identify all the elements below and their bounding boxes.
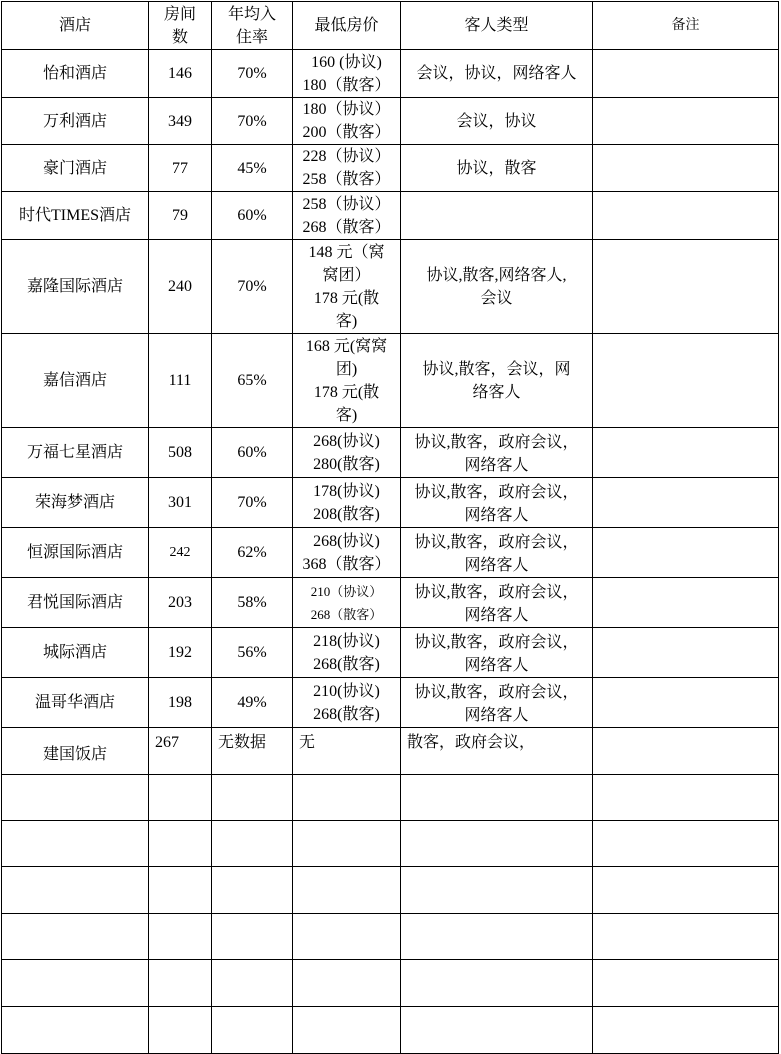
table-row (2, 50, 779, 98)
table-row (2, 628, 779, 678)
empty-cell (149, 867, 212, 914)
table-row (2, 728, 779, 775)
header-occupancy: 年均入 住率 (212, 2, 293, 50)
cell-guests (401, 334, 593, 428)
empty-cell (2, 960, 149, 1007)
cell-occupancy: 62% (212, 528, 293, 578)
cell-guests (401, 728, 593, 775)
empty-cell (149, 914, 212, 960)
empty-cell (593, 821, 779, 867)
price-line: 268(协议) (313, 532, 380, 550)
empty-cell (293, 960, 401, 1007)
guests-line: 网络客人 (464, 457, 529, 474)
cell-rooms: 192 (149, 628, 212, 678)
cell-rooms: 146 (149, 50, 212, 98)
cell-rooms: 111 (149, 334, 212, 428)
header-row (2, 2, 779, 50)
price-line: 148 元（窝 (308, 243, 385, 261)
cell-rooms: 301 (149, 478, 212, 528)
cell-guests (401, 628, 593, 678)
empty-cell (293, 914, 401, 960)
empty-cell (293, 1007, 401, 1054)
price-line: 210（协议） (310, 583, 383, 599)
cell-occupancy: 56% (212, 628, 293, 678)
price-line: 280(散客) (313, 455, 380, 473)
empty-cell (401, 775, 593, 821)
cell-remarks (593, 628, 779, 678)
empty-cell (2, 867, 149, 914)
cell-price (293, 240, 401, 334)
cell-guests (401, 678, 593, 728)
guests-line: 协议，散客 (456, 159, 537, 177)
guests-line: 协议,散客，政府会议， (414, 534, 579, 551)
empty-cell (2, 775, 149, 821)
empty-cell (293, 867, 401, 914)
cell-price (293, 528, 401, 578)
header-guests: 客人类型 (401, 2, 593, 50)
header-price: 最低房价 (293, 2, 401, 50)
table-row (2, 145, 779, 192)
guests-line: 协议,散客，政府会议， (414, 684, 579, 701)
cell-hotel: 豪门酒店 (2, 145, 149, 192)
header-rooms: 房间 数 (149, 2, 212, 50)
cell-hotel: 恒源国际酒店 (2, 528, 149, 578)
price-line: 客) (335, 312, 358, 330)
cell-guests (401, 578, 593, 628)
price-line: 218(协议) (313, 632, 380, 650)
price-line: 168 元(窝窝 (305, 337, 388, 355)
cell-price (293, 98, 401, 145)
guests-line: 协议,散客，政府会议， (414, 484, 579, 501)
cell-remarks (593, 240, 779, 334)
header-remarks: 备注 (593, 2, 779, 50)
cell-remarks (593, 728, 779, 775)
cell-remarks (593, 678, 779, 728)
cell-rooms: 242 (149, 528, 212, 578)
empty-cell (149, 821, 212, 867)
cell-hotel: 温哥华酒店 (2, 678, 149, 728)
empty-cell (212, 1007, 293, 1054)
empty-row (2, 821, 779, 867)
empty-cell (401, 960, 593, 1007)
cell-price (293, 334, 401, 428)
empty-row (2, 867, 779, 914)
guests-line: 网络客人 (464, 657, 529, 674)
cell-occupancy: 70% (212, 240, 293, 334)
empty-cell (2, 914, 149, 960)
table-row (2, 240, 779, 334)
cell-remarks (593, 98, 779, 145)
table-row (2, 192, 779, 240)
cell-guests (401, 528, 593, 578)
cell-hotel: 时代TIMES酒店 (2, 192, 149, 240)
empty-cell (593, 914, 779, 960)
empty-cell (212, 914, 293, 960)
empty-cell (401, 914, 593, 960)
cell-remarks (593, 145, 779, 192)
cell-occupancy: 60% (212, 192, 293, 240)
price-line: 368（散客） (302, 555, 391, 573)
price-line: 258（协议） (302, 195, 391, 213)
guests-line: 协议,散客，政府会议， (414, 634, 579, 651)
price-line: 210(协议) (313, 682, 380, 700)
empty-cell (149, 1007, 212, 1054)
cell-occupancy: 70% (212, 98, 293, 145)
cell-hotel: 建国饭店 (2, 728, 149, 775)
guests-line: 会议，协议，网络客人 (416, 65, 577, 82)
cell-hotel: 城际酒店 (2, 628, 149, 678)
empty-cell (293, 775, 401, 821)
price-line: 268(协议) (313, 432, 380, 450)
empty-row (2, 914, 779, 960)
empty-cell (401, 821, 593, 867)
empty-cell (2, 1007, 149, 1054)
cell-remarks (593, 428, 779, 478)
price-line: 180（散客） (302, 76, 391, 94)
cell-remarks (593, 528, 779, 578)
guests-line: 协议,散客，会议，网 (422, 360, 571, 378)
price-line: 268（散客） (310, 606, 383, 622)
empty-row (2, 775, 779, 821)
cell-guests (401, 98, 593, 145)
table-row (2, 334, 779, 428)
cell-price (293, 145, 401, 192)
cell-price (293, 50, 401, 98)
guests-line: 网络客人 (464, 507, 529, 524)
empty-cell (593, 1007, 779, 1054)
table-row (2, 528, 779, 578)
price-line: 258（散客） (302, 171, 391, 188)
cell-price (293, 678, 401, 728)
empty-cell (212, 960, 293, 1007)
price-line: 团) (335, 360, 358, 378)
price-line: 178(协议) (313, 482, 380, 500)
price-line: 178 元(散 (313, 289, 380, 307)
cell-rooms: 349 (149, 98, 212, 145)
guests-line: 协议,散客,网络客人, (426, 266, 567, 284)
cell-hotel: 荣海梦酒店 (2, 478, 149, 528)
empty-cell (212, 821, 293, 867)
cell-occupancy: 49% (212, 678, 293, 728)
price-line: 160 (协议) (311, 53, 382, 71)
cell-rooms: 79 (149, 192, 212, 240)
price-line: 客) (335, 406, 358, 424)
cell-rooms: 203 (149, 578, 212, 628)
cell-hotel: 万福七星酒店 (2, 428, 149, 478)
cell-price (293, 192, 401, 240)
cell-rooms: 198 (149, 678, 212, 728)
price-line: 268(散客) (313, 655, 380, 673)
empty-row (2, 960, 779, 1007)
cell-rooms: 240 (149, 240, 212, 334)
empty-cell (593, 867, 779, 914)
cell-rooms: 77 (149, 145, 212, 192)
cell-guests (401, 50, 593, 98)
cell-occupancy: 58% (212, 578, 293, 628)
empty-cell (149, 775, 212, 821)
table-row (2, 578, 779, 628)
price-line: 窝团） (322, 266, 371, 284)
cell-rooms: 508 (149, 428, 212, 478)
table-row (2, 478, 779, 528)
empty-cell (212, 867, 293, 914)
empty-cell (401, 867, 593, 914)
price-line: 无 (299, 734, 316, 751)
cell-price (293, 578, 401, 628)
cell-occupancy: 无数据 (212, 728, 293, 775)
empty-cell (2, 821, 149, 867)
cell-price (293, 428, 401, 478)
hotel-table (1, 1, 779, 1054)
empty-row (2, 1007, 779, 1054)
cell-hotel: 君悦国际酒店 (2, 578, 149, 628)
cell-occupancy: 65% (212, 334, 293, 428)
empty-cell (593, 960, 779, 1007)
header-hotel: 酒店 (2, 2, 149, 50)
guests-line: 协议,散客，政府会议， (414, 584, 579, 601)
price-line: 180（协议） (302, 101, 391, 118)
empty-cell (593, 775, 779, 821)
cell-remarks (593, 50, 779, 98)
cell-occupancy: 70% (212, 50, 293, 98)
cell-remarks (593, 578, 779, 628)
empty-cell (212, 775, 293, 821)
empty-cell (401, 1007, 593, 1054)
cell-occupancy: 45% (212, 145, 293, 192)
cell-guests (401, 428, 593, 478)
empty-cell (293, 821, 401, 867)
cell-remarks (593, 478, 779, 528)
cell-occupancy: 70% (212, 478, 293, 528)
cell-guests (401, 478, 593, 528)
cell-remarks (593, 334, 779, 428)
empty-cell (149, 960, 212, 1007)
cell-hotel: 嘉信酒店 (2, 334, 149, 428)
price-line: 228（协议） (302, 148, 391, 165)
cell-price (293, 728, 401, 775)
cell-rooms: 267 (149, 728, 212, 775)
cell-guests (401, 240, 593, 334)
price-line: 178 元(散 (313, 383, 380, 401)
guests-line: 网络客人 (464, 607, 529, 624)
price-line: 200（散客） (302, 124, 391, 141)
guests-line: 网络客人 (464, 707, 529, 724)
price-line: 268(散客) (313, 705, 380, 723)
cell-price (293, 628, 401, 678)
cell-price (293, 478, 401, 528)
cell-guests (401, 192, 593, 240)
guests-line: 散客，政府会议， (407, 734, 536, 751)
guests-line: 协议,散客，政府会议， (414, 434, 579, 451)
price-line: 268（散客） (302, 218, 391, 236)
table-row (2, 428, 779, 478)
cell-remarks (593, 192, 779, 240)
price-line: 208(散客) (313, 505, 380, 523)
table-row (2, 98, 779, 145)
cell-hotel: 嘉隆国际酒店 (2, 240, 149, 334)
guests-line: 网络客人 (464, 557, 529, 574)
cell-hotel: 万利酒店 (2, 98, 149, 145)
cell-hotel: 怡和酒店 (2, 50, 149, 98)
guests-line: 会议 (480, 289, 513, 307)
cell-guests (401, 145, 593, 192)
guests-line: 会议，协议 (456, 112, 537, 130)
table-row (2, 678, 779, 728)
cell-occupancy: 60% (212, 428, 293, 478)
guests-line: 络客人 (472, 383, 521, 401)
